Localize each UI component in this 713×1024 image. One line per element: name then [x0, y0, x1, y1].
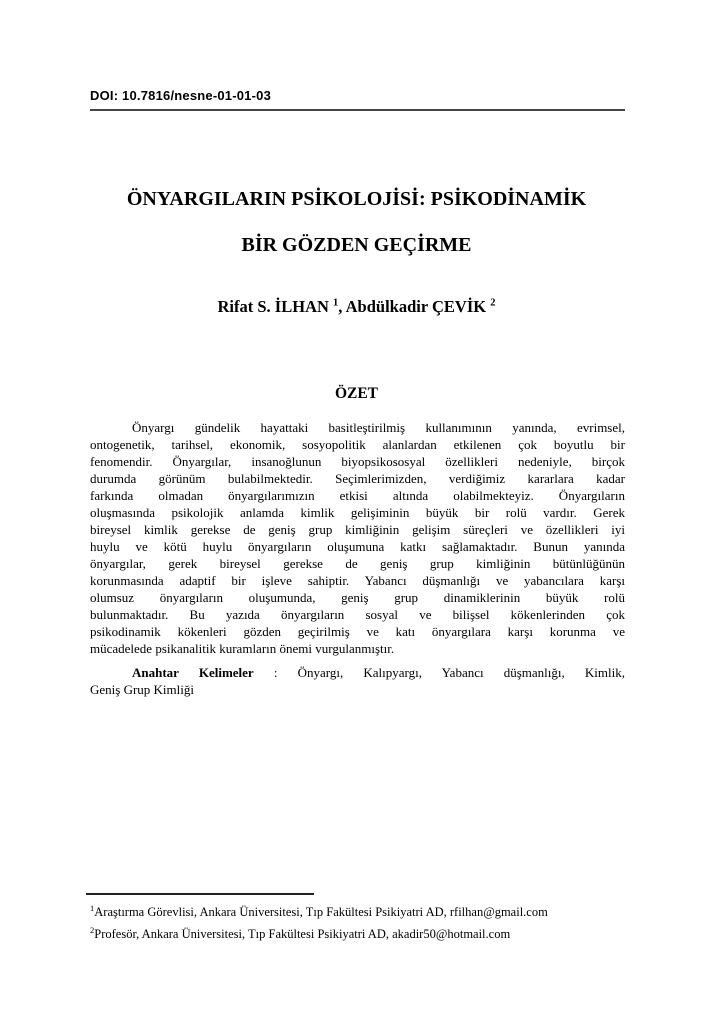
abstract-line: mücadelede psikanalitik kuramların önemi vurgulanmıştır.: [90, 641, 395, 656]
abstract-line: bireysel kimlik gerekse de geniş grup kimliğinin gelişim süreçleri ve özellikleri iyi: [90, 522, 625, 537]
abstract-line: önyargılar, gerek bireysel gerekse de geniş grup kimliğinin bütünlüğünün: [90, 556, 625, 571]
abstract-line: huylu ve kötü huylu önyargıların oluşumuna katkı sağlamaktadır. Bunun yanında: [90, 539, 625, 554]
author-2-superscript: 2: [490, 297, 496, 309]
authors-separator: ,: [338, 297, 346, 316]
abstract-heading: ÖZET: [334, 385, 379, 402]
abstract-line: korunmasında adaptif bir işleve sahiptir. Yabancı düşmanlığı ve yabancılara karşı: [90, 573, 625, 588]
footnote-item: [90, 922, 625, 944]
paper-title: [50, 176, 663, 268]
abstract-line: bulunmaktadır. Bu yazıda önyargıların sosyal ve bilişsel kökenlerinden çok: [90, 607, 625, 622]
abstract-line: fenomendir. Önyargılar, insanoğlunun biyopsikososyal özellikleri nedeniyle, birçok: [90, 454, 625, 469]
footnote-item: [90, 900, 625, 922]
abstract-line: ontogenetik, tarihsel, ekonomik, sosyopolitik alanlardan etkilenen çok boyutlu bir: [90, 437, 625, 452]
keywords-line-2: Geniş Grup Kimliği: [90, 682, 194, 697]
keywords-section: [90, 664, 625, 698]
doi-header: [90, 88, 625, 111]
footnote-superscript: 1: [90, 903, 95, 913]
footnote-list: [90, 900, 625, 943]
footnote-superscript: 2: [90, 924, 95, 935]
footnotes-section: [90, 893, 625, 943]
author-2-name: Abdülkadir ÇEVİK: [345, 297, 487, 316]
footnote-text: Profesör, Ankara Üniversitesi, Tıp Fakültesi Psikiyatri AD, akadir50@hotmail.com: [94, 926, 511, 941]
paper-title-line-2: BİR GÖZDEN GEÇİRME: [241, 234, 472, 256]
footnote-text: Araştırma Görevlisi, Ankara Üniversitesi, Tıp Fakültesi Psikiyatri AD, rfilhan@gmail.com: [94, 905, 548, 920]
abstract-line: olumsuz önyargıların oluşumunda, geniş grup dinamiklerinin büyük rolü: [90, 590, 625, 605]
footnote-divider: [86, 893, 314, 895]
paper-title-line-1: ÖNYARGILARIN PSİKOLOJİSİ: PSİKODİNAMİK: [126, 188, 587, 210]
abstract-paragraph: [90, 419, 625, 657]
authors-line: [0, 297, 713, 317]
abstract-line: oluşmasında psikolojik anlamda kimlik gelişiminin büyük bir rolü vardır. Gerek: [90, 505, 625, 520]
abstract-line: Önyargı gündelik hayattaki basitleştirilmiş kullanımının yanında, evrimsel,: [132, 420, 625, 435]
doi-text: DOI: 10.7816/nesne-01-01-03: [90, 88, 271, 103]
abstract-line: farkında olmadan önyargılarımızın etkisi altında olabilmekteyiz. Önyargıların: [90, 488, 625, 503]
abstract-line: durumda görünüm bulabilmektedir. Seçimlerimizden, verdiğimiz kararlara kadar: [90, 471, 625, 486]
author-1-name: Rifat S. İLHAN: [217, 297, 329, 316]
keywords-label: Anahtar Kelimeler: [132, 665, 254, 680]
abstract-line: psikodinamik kökenleri gözden geçirilmiş ve katı önyargılara karşı korunma ve: [90, 624, 625, 639]
keywords-line-1: [90, 664, 625, 681]
author-1-superscript: 1: [333, 297, 339, 309]
keywords-text: : Önyargı, Kalıpyargı, Yabancı düşmanlığı, Kimlik,: [273, 665, 625, 680]
